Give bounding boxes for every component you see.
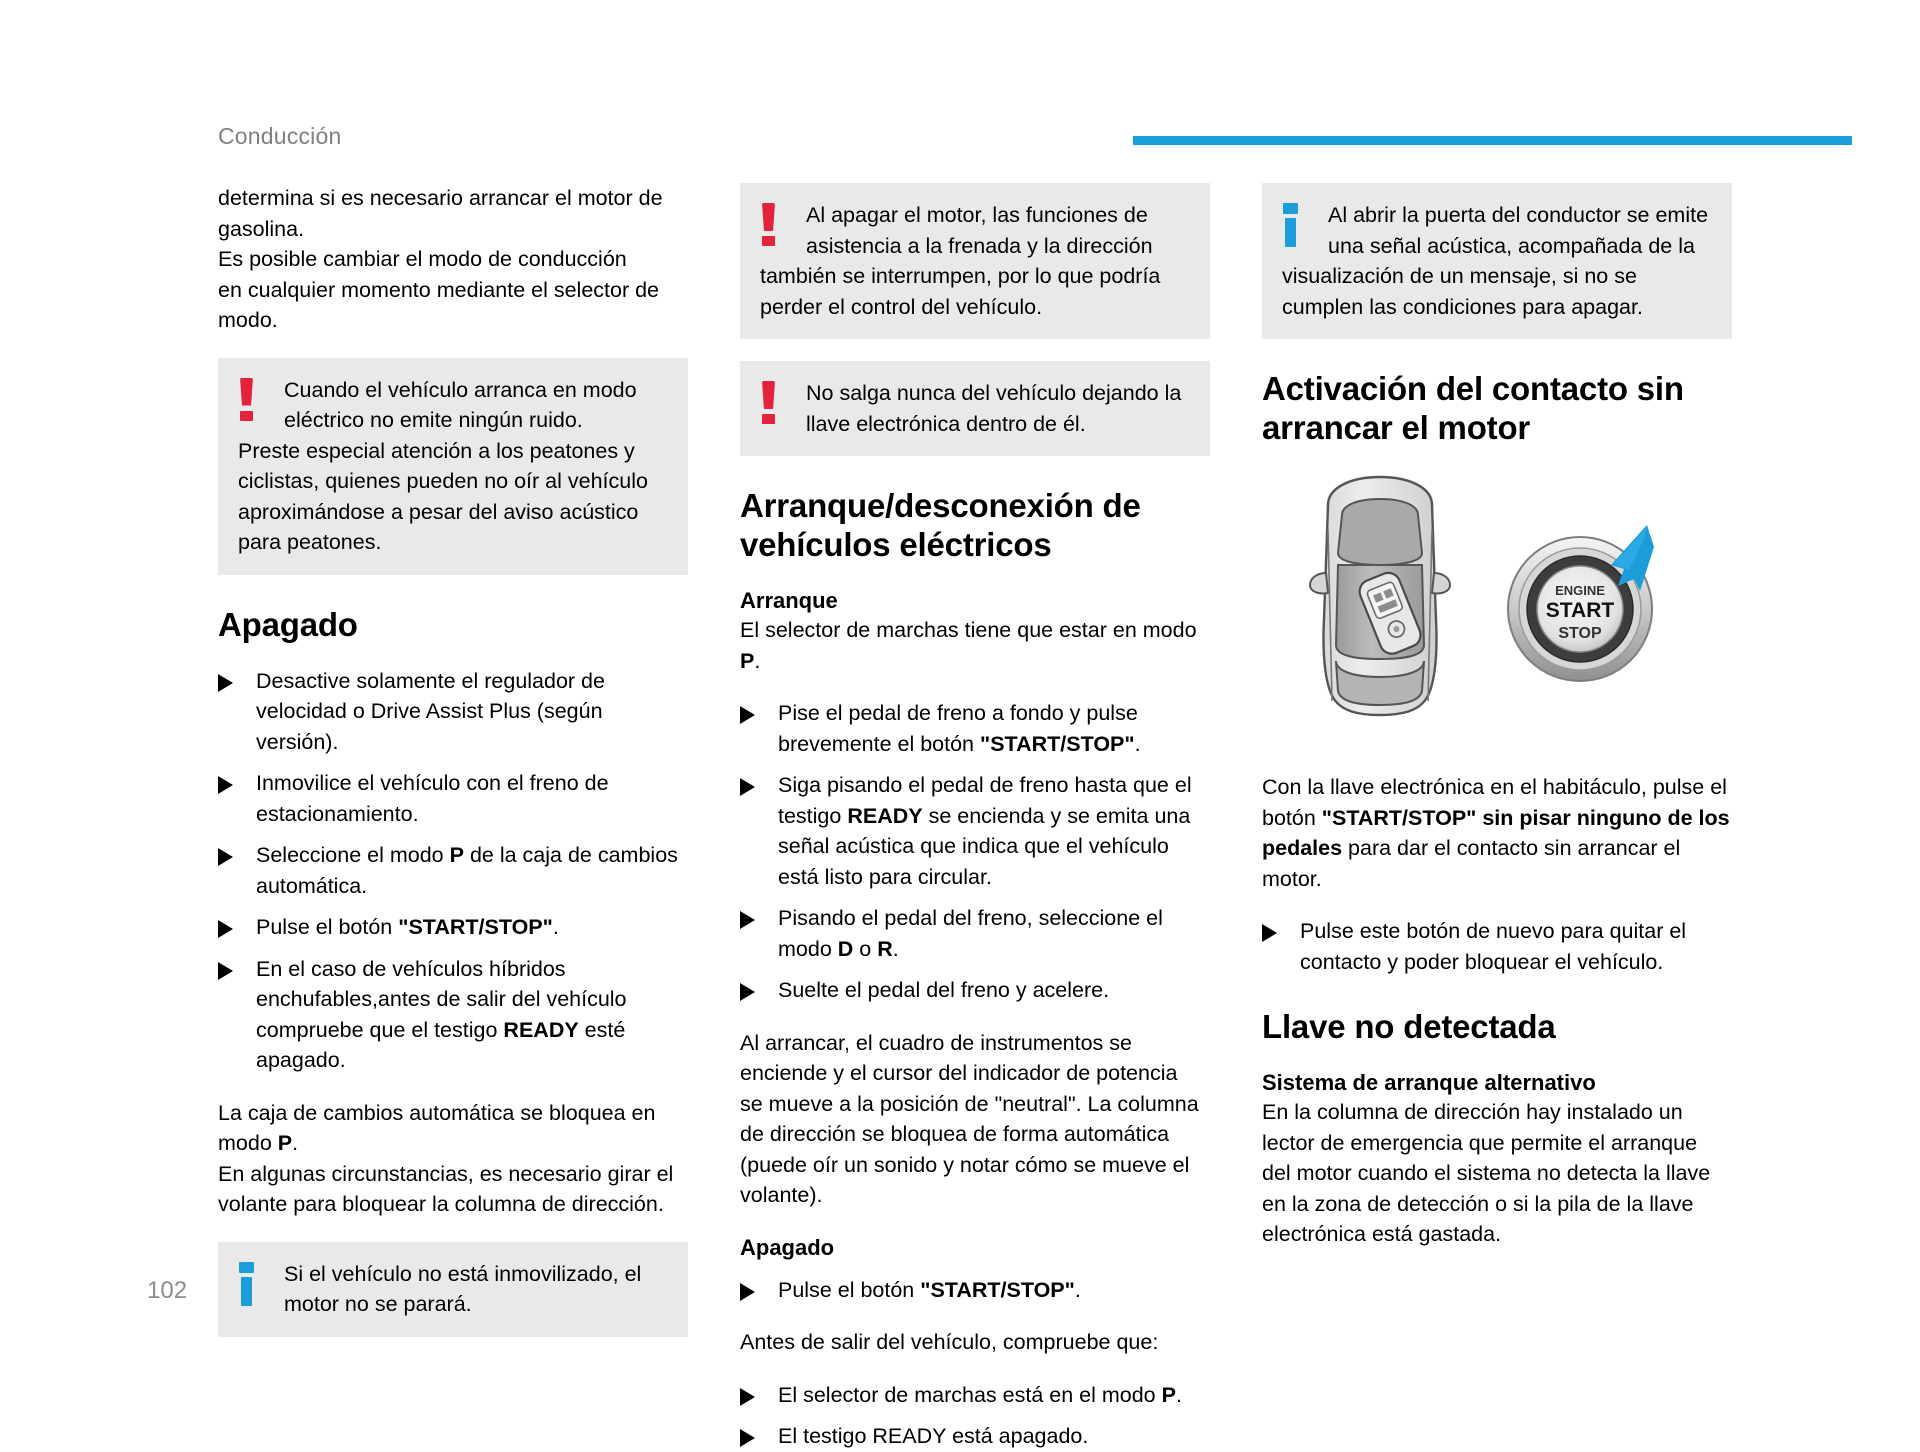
list-item — [218, 666, 688, 758]
col1-intro-line1: determina si es necesario arrancar el motor de — [218, 186, 663, 210]
col3-bullet-list — [1262, 916, 1732, 977]
col1-intro-paragraph — [218, 183, 688, 336]
col1-warning-line3: Preste especial atención a los peatones y — [238, 438, 635, 463]
triangle-bullet-icon — [740, 1283, 755, 1301]
col1-bullet-5-bold: READY — [503, 1017, 579, 1042]
col2-b3-suffix: . — [892, 936, 899, 961]
col2-warning2-line1: No salga nunca del vehículo dejando la — [806, 381, 1182, 405]
col2-paragraph — [740, 1028, 1210, 1211]
col2-b1-suffix: . — [1134, 731, 1141, 756]
col3-bullet-1: Pulse este botón de nuevo para quitar el contacto y poder bloquear el vehículo. — [1300, 919, 1687, 974]
col2-b4: Suelte el pedal del freno y acelere. — [778, 978, 1110, 1002]
list-item — [740, 1421, 1210, 1452]
col2-para-line1: Al arrancar, el cuadro de instrumentos se — [740, 1030, 1132, 1055]
col3-info-text — [1282, 200, 1712, 322]
col2-warning1-line2: asistencia a la frenada y la dirección — [806, 233, 1153, 258]
warning-icon — [760, 381, 778, 425]
col1-warning-note — [218, 358, 688, 575]
triangle-bullet-icon — [218, 674, 233, 692]
col2-b1-bold: "START/STOP" — [980, 731, 1135, 756]
button-label-engine: ENGINE — [1555, 583, 1605, 598]
triangle-bullet-icon — [218, 848, 233, 866]
col2-b3-mid: o — [853, 936, 878, 961]
col2-apagado-bullet-list-2 — [740, 1380, 1210, 1452]
col2-para-line3: se mueve a la posición de "neutral". La columna — [740, 1091, 1199, 1116]
col1-after-line2-prefix: modo — [218, 1131, 278, 1155]
col1-after-line4: volante para bloquear la columna de dirección. — [218, 1192, 664, 1216]
list-item — [218, 768, 688, 829]
col2-warning1-line3: también se interrumpen, por lo que podría — [760, 264, 1161, 288]
col2-warning2-line2: llave electrónica dentro de él. — [806, 411, 1086, 436]
col1-bullet-3-suffix: de la caja de cambios automática. — [256, 843, 678, 898]
col1-bullet-list — [218, 666, 688, 1076]
page-number: 102 — [147, 1277, 188, 1304]
col2-sub2-text: Antes de salir del vehículo, compruebe que: — [740, 1330, 1159, 1354]
col1-intro-line3: Es posible cambiar el modo de conducción — [218, 247, 627, 271]
col3-heading-activacion: Activación del contacto sin arrancar el motor — [1262, 370, 1684, 446]
col3-para-part2: para dar el contacto sin arrancar el motor. — [1262, 836, 1681, 891]
running-head: Conducción — [218, 123, 342, 149]
col3-sub-line4: en la zona de detección o si la pila de la llave — [1262, 1191, 1694, 1216]
col2-sub1-line2-suffix: . — [754, 648, 761, 673]
list-item — [1262, 916, 1732, 977]
col1-info-line1: Si el vehículo no está inmovilizado, el — [284, 1261, 642, 1286]
info-icon — [1282, 203, 1300, 247]
triangle-bullet-icon — [740, 1429, 755, 1447]
col2-sub1-line1: El selector de marchas tiene que estar en modo — [740, 618, 1197, 642]
col2-para-line2: enciende y el cursor del indicador de potencia — [740, 1061, 1178, 1085]
col3-sub-paragraph — [1262, 1097, 1732, 1250]
column-2 — [740, 183, 1210, 1452]
col3-subheading-sistema-alternativo: Sistema de arranque alternativo — [1262, 1070, 1596, 1095]
col1-info-line2: motor no se parará. — [284, 1292, 472, 1316]
col3-para-bold1: "START/STOP" sin pisar ninguno de los pedales — [1262, 805, 1730, 860]
col1-intro-line5: modo. — [218, 308, 278, 332]
header-accent-rule — [1133, 136, 1852, 145]
list-item — [740, 698, 1210, 759]
button-label-start: START — [1545, 599, 1615, 622]
triangle-bullet-icon — [218, 920, 233, 938]
info-icon — [238, 1262, 256, 1306]
figure-activacion-contacto — [1262, 469, 1732, 759]
col1-warning-line1: Cuando el vehículo arranca en modo — [284, 377, 637, 402]
list-item — [218, 954, 688, 1076]
col1-after-paragraph — [218, 1098, 688, 1220]
col2-sub2-b1-bold: P — [1161, 1382, 1176, 1407]
list-item — [740, 1380, 1210, 1411]
col1-info-note — [218, 1242, 688, 1337]
col3-info-note — [1262, 183, 1732, 339]
col3-info-line4: cumplen las condiciones para apagar. — [1282, 294, 1643, 319]
col2-warning-note-1 — [740, 183, 1210, 339]
col2-sub2-b2: El testigo READY está apagado. — [778, 1424, 1089, 1448]
col2-subheading-arranque: Arranque — [740, 588, 838, 613]
col2-warning1-line4: perder el control del vehículo. — [760, 294, 1043, 319]
col1-warning-line2: eléctrico no emite ningún ruido. — [284, 408, 583, 432]
col2-sub1-line2-bold: P — [740, 648, 755, 673]
car-and-start-stop-illustration — [1262, 469, 1732, 759]
col1-bullet-3-prefix: Seleccione el modo — [256, 843, 450, 867]
triangle-bullet-icon — [740, 983, 755, 1001]
col1-warning-line5: aproximándose a pesar del aviso acústico — [238, 499, 639, 524]
col1-bullet-4-suffix: . — [552, 915, 559, 939]
list-item — [218, 912, 688, 943]
col3-heading-llave-no-detectada: Llave no detectada — [1262, 1008, 1556, 1045]
triangle-bullet-icon — [1262, 924, 1277, 942]
list-item — [740, 1275, 1210, 1306]
col1-warning-line4: ciclistas, quienes pueden no oír al vehículo — [238, 469, 648, 493]
col2-para-line6: volante). — [740, 1183, 823, 1207]
col2-b2-prefix: Siga pisando el pedal de freno hasta que el testigo — [778, 773, 1192, 828]
col2-subheading-apagado: Apagado — [740, 1234, 835, 1260]
col2-b2-bold: READY — [847, 803, 923, 828]
col2-b3-bold1: D — [837, 936, 854, 961]
col2-warning1-text — [760, 200, 1190, 322]
col1-warning-text — [238, 375, 668, 558]
col3-info-line2: una señal acústica, acompañada de la — [1328, 233, 1695, 258]
list-item — [740, 770, 1210, 892]
column-1 — [218, 183, 688, 1337]
warning-icon — [238, 378, 256, 422]
col3-sub-line5: electrónica está gastada. — [1262, 1222, 1502, 1246]
col1-bullet-5-part2: esté apagado. — [256, 1017, 626, 1072]
col2-para-line5: (puede oír un sonido y notar cómo se mueve el — [740, 1152, 1190, 1177]
col2-apagado-bullet-list-1 — [740, 1275, 1210, 1306]
col1-after-line2-bold: P — [277, 1131, 293, 1155]
col1-intro-line4: en cualquier momento mediante el selector de — [218, 277, 660, 302]
col1-warning-line6: para peatones. — [238, 530, 382, 554]
col3-para-part1: Con la llave electrónica en el habitáculo, pulse el botón — [1262, 775, 1727, 830]
col1-after-line2-suffix: . — [292, 1131, 299, 1155]
col2-heading-arranque-desconexion: Arranque/desconexión de vehículos eléctricos — [740, 487, 1141, 563]
col1-after-line1: La caja de cambios automática se bloquea en — [218, 1100, 656, 1125]
triangle-bullet-icon — [740, 706, 755, 724]
col1-info-text — [238, 1259, 668, 1320]
col1-bullet-2: Inmovilice el vehículo con el freno de estacionamiento. — [256, 771, 609, 826]
triangle-bullet-icon — [740, 1388, 755, 1406]
col2-sub2-b1-prefix: El selector de marchas está en el modo — [778, 1382, 1162, 1407]
list-item — [218, 840, 688, 901]
list-item — [740, 975, 1210, 1006]
col1-bullet-1: Desactive solamente el regulador de velocidad o Drive Assist Plus (según versión). — [256, 668, 605, 754]
warning-icon — [760, 203, 778, 247]
col2-b3-prefix: Pisando el pedal del freno, seleccione el modo — [778, 906, 1163, 961]
triangle-bullet-icon — [218, 776, 233, 794]
col3-info-line3: visualización de un mensaje, si no se — [1282, 264, 1637, 288]
col1-intro-line2: gasolina. — [218, 216, 305, 241]
col2-warning-note-2 — [740, 361, 1210, 456]
col3-sub-line3: del motor cuando el sistema no detecta la llave — [1262, 1161, 1711, 1185]
col2-sub2-bullet-suffix: . — [1074, 1277, 1081, 1302]
col2-warning1-line1: Al apagar el motor, las funciones de — [806, 203, 1148, 227]
col2-warning2-text — [760, 378, 1190, 439]
col2-sub2-bullet-prefix: Pulse el botón — [778, 1277, 921, 1302]
col1-bullet-3-bold: P — [449, 843, 464, 867]
col1-heading-apagado: Apagado — [218, 605, 358, 643]
col2-sub2-b1-suffix: . — [1175, 1382, 1182, 1407]
col3-sub-line1: En la columna de dirección hay instalado un — [1262, 1100, 1683, 1124]
col2-para-line4: de dirección se bloquea de forma automática — [740, 1122, 1170, 1146]
col2-sub1-paragraph — [740, 615, 1210, 676]
col3-sub-line2: lector de emergencia que permite el arranque — [1262, 1130, 1698, 1155]
col2-b1-prefix: Pise el pedal de freno a fondo y pulse brevemente el botón — [778, 701, 1138, 756]
triangle-bullet-icon — [740, 778, 755, 796]
col1-bullet-5-part1: En el caso de vehículos híbridos enchufables,antes de salir del vehículo compruebe que el testigo — [256, 956, 627, 1042]
list-item — [740, 903, 1210, 964]
col1-after-line3: En algunas circunstancias, es necesario girar el — [218, 1161, 674, 1186]
col2-b3-bold2: R — [877, 936, 893, 961]
col2-b2-suffix: se encienda y se emita una señal acústica que indica que el vehículo está listo para circular. — [778, 803, 1191, 889]
col3-info-line1: Al abrir la puerta del conductor se emite — [1328, 203, 1709, 227]
col1-bullet-4-prefix: Pulse el botón — [256, 915, 399, 939]
triangle-bullet-icon — [218, 962, 233, 980]
col1-bullet-4-bold: "START/STOP" — [398, 915, 553, 939]
column-3 — [1262, 183, 1732, 1250]
col2-bullet-list — [740, 698, 1210, 1006]
triangle-bullet-icon — [740, 911, 755, 929]
button-label-stop: STOP — [1558, 625, 1602, 642]
col2-sub2-bullet-bold: "START/STOP" — [920, 1277, 1075, 1302]
col3-paragraph — [1262, 772, 1732, 894]
